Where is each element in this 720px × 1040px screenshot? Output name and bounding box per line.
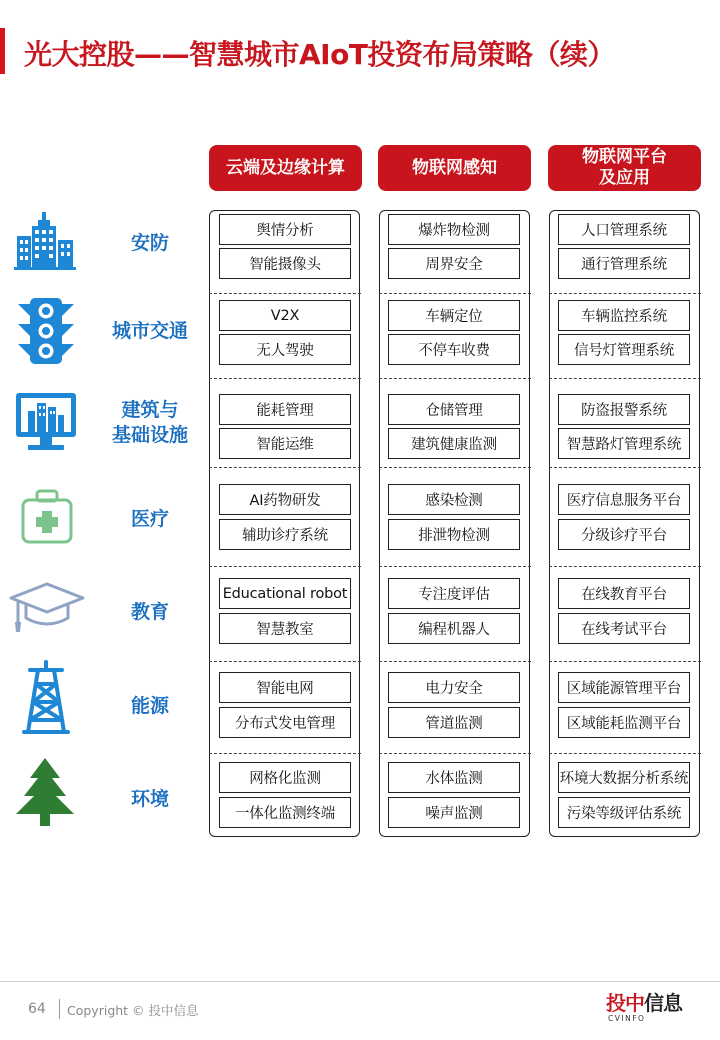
cell-iot-sensing: 不停车收费 <box>388 334 520 365</box>
cell-iot-sensing: 编程机器人 <box>388 613 520 644</box>
medical-kit-icon <box>20 488 74 546</box>
cell-iot-platform: 车辆监控系统 <box>558 300 690 331</box>
cell-iot-platform: 区域能耗监测平台 <box>558 707 690 738</box>
title-accent-bar <box>0 28 5 74</box>
row-separator <box>209 378 361 379</box>
cell-iot-sensing: 电力安全 <box>388 672 520 703</box>
cell-cloud-edge: 智慧教室 <box>219 613 351 644</box>
category-label-security: 安防 <box>130 232 169 254</box>
row-separator <box>379 661 531 662</box>
cell-iot-sensing: 车辆定位 <box>388 300 520 331</box>
logo-subtext: CVINFO <box>608 1014 646 1023</box>
power-tower-icon <box>22 660 70 734</box>
footer-separator <box>59 999 60 1019</box>
cell-cloud-edge: 智能摄像头 <box>219 248 351 279</box>
cell-iot-platform: 污染等级评估系统 <box>558 797 690 828</box>
cell-iot-sensing: 建筑健康监测 <box>388 428 520 459</box>
row-separator <box>379 378 531 379</box>
row-separator <box>209 566 361 567</box>
cell-cloud-edge: 智能电网 <box>219 672 351 703</box>
row-separator <box>209 293 361 294</box>
category-label-energy: 能源 <box>130 695 169 717</box>
pine-tree-icon <box>14 756 76 828</box>
row-separator <box>379 293 531 294</box>
cell-cloud-edge: 一体化监测终端 <box>219 797 351 828</box>
row-separator <box>209 661 361 662</box>
cell-iot-platform: 防盗报警系统 <box>558 394 690 425</box>
cell-iot-platform: 环境大数据分析系统 <box>558 762 690 793</box>
cell-iot-sensing: 专注度评估 <box>388 578 520 609</box>
cell-iot-sensing: 爆炸物检测 <box>388 214 520 245</box>
building-monitor-icon <box>14 391 78 453</box>
cell-iot-sensing: 仓储管理 <box>388 394 520 425</box>
copyright-text: Copyright © 投中信息 <box>67 1003 199 1018</box>
category-label-education: 教育 <box>130 601 169 623</box>
cell-cloud-edge: 网格化监测 <box>219 762 351 793</box>
cell-iot-platform: 在线考试平台 <box>558 613 690 644</box>
row-separator <box>209 467 361 468</box>
row-separator <box>549 467 701 468</box>
cell-iot-platform: 智慧路灯管理系统 <box>558 428 690 459</box>
column-header-iot-sensing: 物联网感知 <box>378 145 531 191</box>
cell-iot-platform: 医疗信息服务平台 <box>558 484 690 515</box>
logo-text-1: 投中 <box>606 991 644 1015</box>
cell-iot-sensing: 感染检测 <box>388 484 520 515</box>
column-header-iot-platform: 物联网平台 及应用 <box>548 145 701 191</box>
cell-iot-platform: 人口管理系统 <box>558 214 690 245</box>
cell-cloud-edge: V2X <box>219 300 351 331</box>
row-separator <box>549 661 701 662</box>
cell-cloud-edge: 分布式发电管理 <box>219 707 351 738</box>
category-label-environment: 环境 <box>130 788 169 810</box>
row-separator <box>549 293 701 294</box>
page-title: 光大控股——智慧城市AIoT投资布局策略（续） <box>24 38 615 71</box>
cell-iot-platform: 通行管理系统 <box>558 248 690 279</box>
cell-iot-platform: 区域能源管理平台 <box>558 672 690 703</box>
category-label-medical: 医疗 <box>130 508 169 530</box>
cell-iot-sensing: 排泄物检测 <box>388 519 520 550</box>
row-separator <box>379 753 531 754</box>
cell-iot-platform: 分级诊疗平台 <box>558 519 690 550</box>
category-label-building: 建筑与 基础设施 <box>111 399 188 446</box>
city-buildings-icon <box>14 208 76 270</box>
row-separator <box>379 566 531 567</box>
row-separator <box>549 566 701 567</box>
cell-iot-sensing: 周界安全 <box>388 248 520 279</box>
traffic-light-icon <box>16 296 76 366</box>
category-label-traffic: 城市交通 <box>111 320 188 342</box>
cvinfo-logo <box>606 993 682 1023</box>
cell-iot-platform: 在线教育平台 <box>558 578 690 609</box>
cell-cloud-edge: 辅助诊疗系统 <box>219 519 351 550</box>
cell-cloud-edge: 舆情分析 <box>219 214 351 245</box>
logo-text-2: 信息 <box>644 991 682 1015</box>
row-separator <box>549 378 701 379</box>
cell-cloud-edge: 能耗管理 <box>219 394 351 425</box>
cell-cloud-edge: 无人驾驶 <box>219 334 351 365</box>
cell-iot-sensing: 水体监测 <box>388 762 520 793</box>
row-separator <box>549 753 701 754</box>
page-number: 64 <box>28 1001 46 1017</box>
cell-cloud-edge: 智能运维 <box>219 428 351 459</box>
footer-divider <box>0 981 720 982</box>
cell-iot-sensing: 噪声监测 <box>388 797 520 828</box>
cell-cloud-edge: Educational robot <box>219 578 351 609</box>
graduation-cap-icon <box>8 580 86 634</box>
row-separator <box>209 753 361 754</box>
row-separator <box>379 467 531 468</box>
cell-iot-sensing: 管道监测 <box>388 707 520 738</box>
cell-iot-platform: 信号灯管理系统 <box>558 334 690 365</box>
cell-cloud-edge: AI药物研发 <box>219 484 351 515</box>
column-header-cloud-edge: 云端及边缘计算 <box>209 145 362 191</box>
